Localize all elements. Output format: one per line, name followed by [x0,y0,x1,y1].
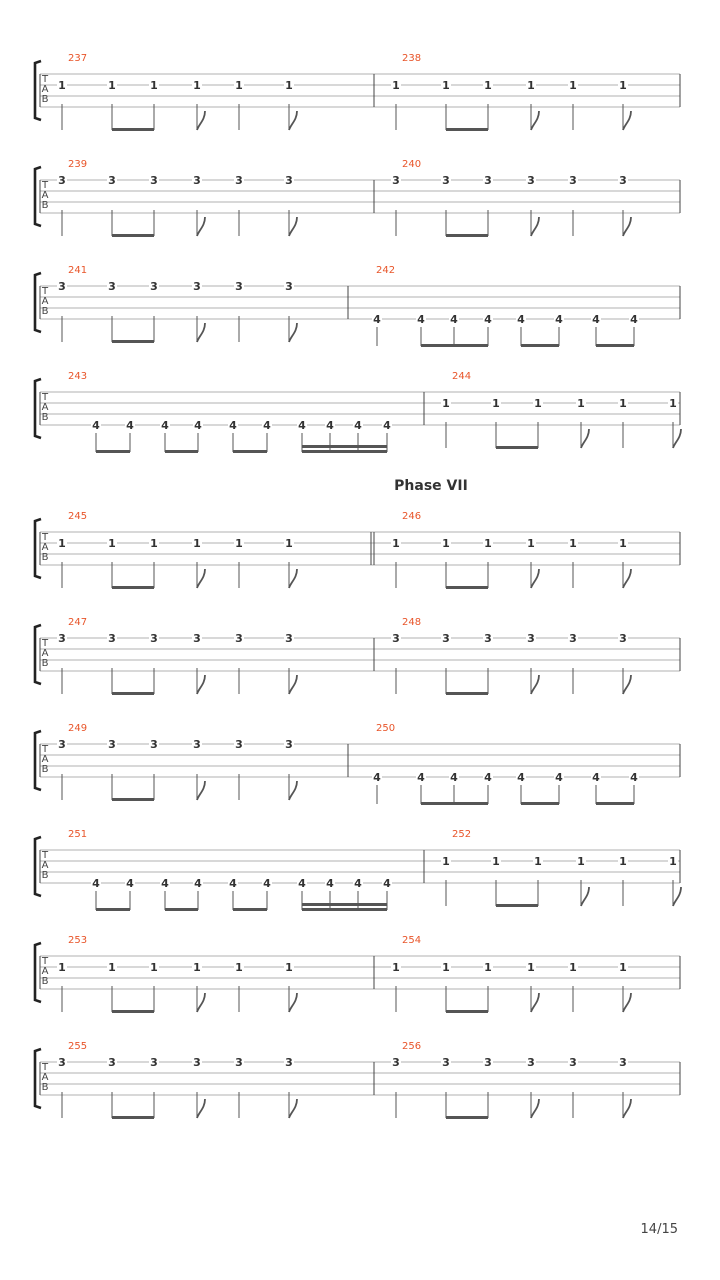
fret-number: 3 [569,174,577,187]
fret-number: 4 [383,877,391,890]
note-beam [421,802,488,805]
fret-number: 1 [669,397,677,410]
note-beam [446,1010,488,1013]
fret-number: 4 [229,877,237,890]
fret-number: 3 [150,738,158,751]
note-beam [112,234,154,237]
fret-number: 4 [555,771,563,784]
fret-number: 4 [417,313,425,326]
tab-clef-letter: T [41,532,49,543]
fret-number: 4 [517,313,525,326]
tab-clef-letter: T [41,850,49,861]
fret-number: 3 [58,280,66,293]
tab-clef-letter: T [41,744,49,755]
fret-number: 4 [326,419,334,432]
measure-number: 245 [68,511,88,522]
eighth-flag [289,675,297,694]
fret-number: 4 [194,877,202,890]
eighth-flag [197,111,205,130]
fret-number: 4 [373,313,381,326]
tab-clef-letter: B [41,764,49,775]
fret-number: 4 [126,877,134,890]
fret-number: 4 [298,419,306,432]
tab-clef-letter: T [41,286,49,297]
fret-number: 4 [92,877,100,890]
note-beam [421,344,488,347]
fret-number: 1 [58,537,66,550]
fret-number: 1 [442,855,450,868]
eighth-flag [623,111,631,130]
fret-number: 3 [235,632,243,645]
fret-number: 4 [263,419,271,432]
fret-number: 3 [619,1056,627,1069]
fret-number: 3 [484,1056,492,1069]
fret-number: 3 [527,632,535,645]
eighth-flag [673,429,681,448]
note-beam [446,128,488,131]
fret-number: 3 [235,174,243,187]
note-beam [112,1116,154,1119]
eighth-flag [197,675,205,694]
eighth-flag [197,217,205,236]
eighth-flag [289,323,297,342]
fret-number: 1 [150,961,158,974]
fret-number: 1 [392,537,400,550]
measure-number: 242 [376,265,396,276]
fret-number: 1 [442,79,450,92]
measure-number: 249 [68,723,88,734]
note-beam [96,450,130,453]
eighth-flag [289,781,297,800]
note-beam [233,450,267,453]
fret-number: 3 [58,174,66,187]
note-beam [112,128,154,131]
fret-number: 3 [193,280,201,293]
fret-number: 1 [619,855,627,868]
measure-number: 248 [402,617,422,628]
eighth-flag [581,429,589,448]
fret-number: 3 [150,280,158,293]
fret-number: 3 [193,738,201,751]
fret-number: 3 [193,632,201,645]
fret-number: 1 [534,397,542,410]
tab-clef-letter: T [41,638,49,649]
note-beam [302,908,387,911]
fret-number: 3 [108,1056,116,1069]
fret-number: 4 [630,313,638,326]
fret-number: 3 [150,174,158,187]
tab-clef-letter: B [41,200,49,211]
eighth-flag [531,217,539,236]
fret-number: 3 [392,174,400,187]
fret-number: 4 [517,771,525,784]
measure-number: 251 [68,829,88,840]
measure-number: 255 [68,1041,88,1052]
note-beam [521,802,559,805]
eighth-flag [623,993,631,1012]
fret-number: 1 [569,537,577,550]
fret-number: 1 [193,79,201,92]
fret-number: 1 [58,79,66,92]
tab-clef-letter: B [41,658,49,669]
fret-number: 1 [442,961,450,974]
fret-number: 1 [669,855,677,868]
tab-clef-letter: T [41,956,49,967]
tab-clef-letter: A [41,402,49,413]
fret-number: 1 [492,855,500,868]
fret-number: 4 [450,771,458,784]
fret-number: 3 [285,1056,293,1069]
fret-number: 4 [326,877,334,890]
tab-clef-letter: B [41,1082,49,1093]
fret-number: 3 [108,280,116,293]
note-beam-secondary [302,445,387,448]
tab-clef-letter: B [41,552,49,563]
tab-clef-letter: A [41,648,49,659]
fret-number: 4 [630,771,638,784]
note-beam [446,234,488,237]
fret-number: 1 [285,79,293,92]
fret-number: 1 [150,79,158,92]
fret-number: 1 [569,79,577,92]
measure-number: 250 [376,723,396,734]
fret-number: 3 [442,174,450,187]
note-beam [446,586,488,589]
eighth-flag [531,569,539,588]
measure-number: 256 [402,1041,422,1052]
fret-number: 3 [527,1056,535,1069]
measure-number: 241 [68,265,88,276]
eighth-flag [197,323,205,342]
tab-clef-letter: A [41,1072,49,1083]
note-beam [302,450,387,453]
fret-number: 1 [108,961,116,974]
fret-number: 1 [285,537,293,550]
eighth-flag [623,569,631,588]
fret-number: 4 [298,877,306,890]
tab-clef-letter: T [41,180,49,191]
fret-number: 1 [577,397,585,410]
fret-number: 1 [193,961,201,974]
fret-number: 4 [383,419,391,432]
tab-clef-letter: A [41,754,49,765]
measure-number: 239 [68,159,88,170]
note-beam [112,340,154,343]
fret-number: 4 [592,313,600,326]
fret-number: 4 [484,313,492,326]
fret-number: 3 [285,738,293,751]
eighth-flag [673,887,681,906]
fret-number: 3 [392,632,400,645]
fret-number: 4 [161,877,169,890]
fret-number: 3 [569,1056,577,1069]
fret-number: 3 [193,1056,201,1069]
note-beam [112,798,154,801]
eighth-flag [531,1099,539,1118]
eighth-flag [623,217,631,236]
fret-number: 3 [150,632,158,645]
measure-number: 244 [452,371,472,382]
note-beam [112,586,154,589]
fret-number: 3 [235,280,243,293]
measure-number: 254 [402,935,422,946]
fret-number: 1 [569,961,577,974]
tab-clef-letter: T [41,1062,49,1073]
note-beam [112,692,154,695]
fret-number: 1 [442,537,450,550]
fret-number: 1 [150,537,158,550]
note-beam [165,908,198,911]
fret-number: 4 [417,771,425,784]
tab-clef-letter: B [41,870,49,881]
note-beam [446,1116,488,1119]
fret-number: 3 [392,1056,400,1069]
fret-number: 4 [126,419,134,432]
note-beam [96,908,130,911]
measure-number: 237 [68,53,88,64]
tab-clef-letter: B [41,94,49,105]
note-beam [233,908,267,911]
fret-number: 3 [150,1056,158,1069]
fret-number: 3 [484,632,492,645]
eighth-flag [289,569,297,588]
fret-number: 1 [534,855,542,868]
fret-number: 3 [108,632,116,645]
fret-number: 3 [442,1056,450,1069]
fret-number: 1 [527,79,535,92]
eighth-flag [197,569,205,588]
tab-clef-letter: T [41,74,49,85]
fret-number: 4 [263,877,271,890]
fret-number: 3 [442,632,450,645]
fret-number: 1 [484,537,492,550]
page-number: 14/15 [640,1222,678,1237]
tab-clef-letter: A [41,190,49,201]
eighth-flag [289,993,297,1012]
eighth-flag [531,111,539,130]
fret-number: 1 [108,79,116,92]
measure-number: 252 [452,829,472,840]
fret-number: 1 [492,397,500,410]
fret-number: 1 [527,537,535,550]
tab-clef-letter: A [41,966,49,977]
fret-number: 1 [58,961,66,974]
tab-clef-letter: B [41,306,49,317]
fret-number: 4 [373,771,381,784]
note-beam [496,904,538,907]
fret-number: 4 [229,419,237,432]
eighth-flag [289,217,297,236]
note-beam [596,802,634,805]
fret-number: 4 [194,419,202,432]
note-beam [496,446,538,449]
fret-number: 1 [527,961,535,974]
eighth-flag [197,993,205,1012]
eighth-flag [531,675,539,694]
eighth-flag [531,993,539,1012]
fret-number: 1 [577,855,585,868]
note-beam [112,1010,154,1013]
fret-number: 3 [285,632,293,645]
fret-number: 3 [108,738,116,751]
fret-number: 3 [285,280,293,293]
fret-number: 3 [58,632,66,645]
fret-number: 4 [354,877,362,890]
fret-number: 1 [108,537,116,550]
fret-number: 4 [354,419,362,432]
fret-number: 3 [285,174,293,187]
tab-clef-letter: B [41,412,49,423]
measure-number: 238 [402,53,422,64]
fret-number: 3 [235,738,243,751]
fret-number: 4 [161,419,169,432]
fret-number: 3 [484,174,492,187]
fret-number: 4 [484,771,492,784]
fret-number: 4 [92,419,100,432]
fret-number: 1 [235,79,243,92]
tab-clef-letter: A [41,860,49,871]
measure-number: 243 [68,371,88,382]
section-title: Phase VII [394,478,468,494]
tab-clef-letter: A [41,84,49,95]
fret-number: 1 [442,397,450,410]
fret-number: 1 [392,961,400,974]
fret-number: 1 [285,961,293,974]
fret-number: 3 [108,174,116,187]
fret-number: 4 [450,313,458,326]
fret-number: 1 [235,537,243,550]
fret-number: 1 [484,961,492,974]
eighth-flag [289,111,297,130]
fret-number: 3 [235,1056,243,1069]
fret-number: 3 [569,632,577,645]
note-beam [446,692,488,695]
eighth-flag [581,887,589,906]
tab-clef-letter: A [41,296,49,307]
eighth-flag [197,1099,205,1118]
measure-number: 253 [68,935,88,946]
fret-number: 3 [58,738,66,751]
note-beam [165,450,198,453]
measure-number: 240 [402,159,422,170]
fret-number: 1 [619,537,627,550]
fret-number: 1 [619,397,627,410]
tab-clef-letter: B [41,976,49,987]
measure-number: 246 [402,511,422,522]
fret-number: 3 [619,174,627,187]
eighth-flag [623,675,631,694]
fret-number: 1 [619,79,627,92]
tab-clef-letter: A [41,542,49,553]
fret-number: 3 [527,174,535,187]
fret-number: 1 [392,79,400,92]
eighth-flag [197,781,205,800]
fret-number: 4 [592,771,600,784]
measure-number: 247 [68,617,88,628]
fret-number: 3 [619,632,627,645]
fret-number: 1 [235,961,243,974]
note-beam-secondary [302,903,387,906]
eighth-flag [623,1099,631,1118]
fret-number: 3 [58,1056,66,1069]
fret-number: 3 [193,174,201,187]
fret-number: 4 [555,313,563,326]
fret-number: 1 [484,79,492,92]
fret-number: 1 [619,961,627,974]
note-beam [521,344,559,347]
note-beam [596,344,634,347]
eighth-flag [289,1099,297,1118]
fret-number: 1 [193,537,201,550]
tab-clef-letter: T [41,392,49,403]
